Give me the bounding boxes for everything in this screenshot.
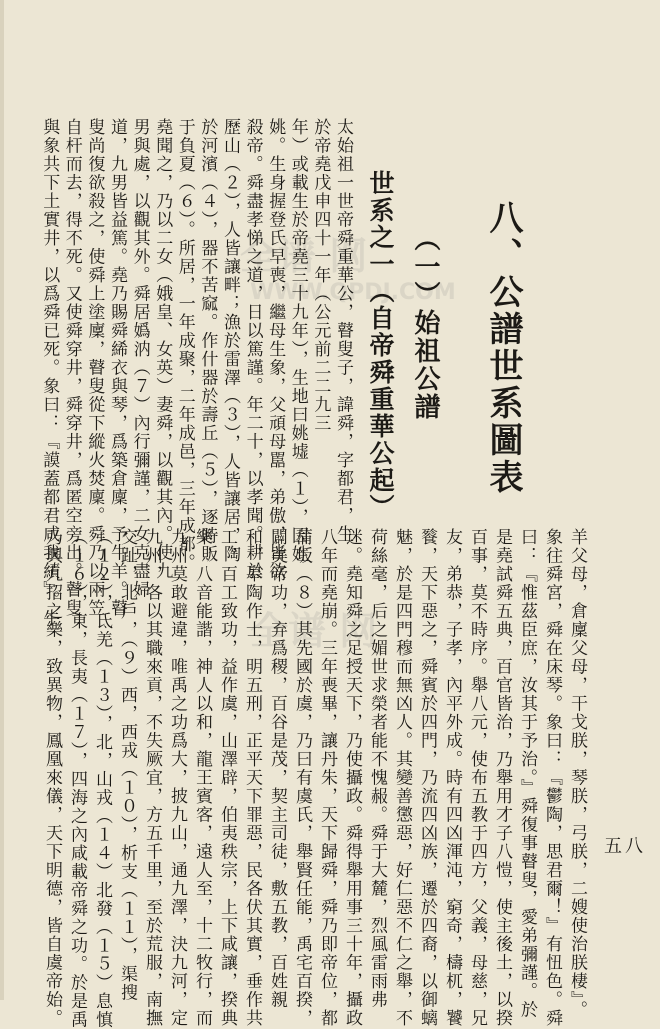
left-column: 羊父母，倉廩父母，干戈朕，琴朕，弓朕，二嫂使治朕棲』。 <box>567 528 587 1019</box>
right-column: 道，九男皆益篤。堯乃賜舜絺衣與琴，爲築倉廩，予牛羊。瞽 <box>107 118 127 618</box>
left-column: 樂，八音能諧，神人以和，龍王賓客，遠人至，十二牧行，而 <box>192 528 212 1028</box>
right-column: 姚。生身握登氏早喪，繼母生象，父頑母嚚，弟傲，皆欲 <box>265 118 286 581</box>
left-column: 乃興九招之樂，致異物，鳳凰來儀，天下明德，皆自虞帝始。 <box>42 528 62 1028</box>
left-column: 交趾，北戶，（９）西，西戎（１０），析支（１１），渠搜 <box>117 528 137 1002</box>
left-column: 餮，天下惡之，舜賓於四門，乃流四凶族，遷於四裔，以御螭 <box>417 528 437 1028</box>
right-column: 太始祖一世帝舜重華公，瞽叟子，諱舜，字都君，生 <box>333 118 353 544</box>
left-column: 百事，莫不時序。舉八元，使布五教于四方，父義，母慈，兄 <box>467 528 487 1028</box>
left-column: 工，百工致功，益作虞，山澤辟，伯夷秩宗，上下咸讓，揆典 <box>217 528 237 1028</box>
left-column: 迷。堯知舜之足授天下，乃使攝政。舜得舉用事三十年，攝政 <box>342 528 362 1028</box>
left-column: （１２），氐羌（１３），北，山戎（１４）北發（１５）息慎 <box>92 528 112 1029</box>
left-column: （１６），東，長夷（１７），四海之內咸載帝舜之功。於是禹 <box>67 528 87 1029</box>
left-column: 象往舜宮，舜在床琴。象曰：『鬱陶，思君爾！』有忸色。舜 <box>542 528 562 1028</box>
right-column: 叟尚復欲殺之，使舜上塗廩，瞽叟從下縱火焚廩。舜乃以兩笠 <box>84 118 105 618</box>
page-fold-shadow <box>0 0 4 1000</box>
left-column: 友，弟恭，子孝，內平外成。時有四凶渾沌，窮奇，檮杌，饕 <box>442 528 462 1028</box>
watermark: 全谱 网 <box>240 234 368 278</box>
right-column: 自杆而去，得不死。又使舜穿井，舜穿井，爲匿空旁出。瞽叟 <box>61 118 82 618</box>
page-number: 五八 <box>604 836 646 857</box>
section-title: 世系之一（自帝舜重華公起） <box>366 170 395 521</box>
left-column: 蒲坂（８）其先國於虞，乃曰有虞氏，舉賢任能，禹宅百揆， <box>292 528 312 1028</box>
left-column: 和，皋陶作士，明五刑，正平天下罪惡，民各伏其實，垂作共 <box>242 528 262 1028</box>
right-column: 與象共下土實井，以爲舜已死。象曰：『謨蓋都君咸我績』。牛 <box>39 118 60 628</box>
left-column: 闢美帝功，弃爲稷，百谷是茂，契主司徒，敷五教，百姓親 <box>267 528 287 1009</box>
watermark: 全谱 网 <box>250 609 378 653</box>
right-column: 殺帝。舜盡孝悌之道，日以篤謹。年二十，以孝聞。耕於 <box>242 118 263 581</box>
right-column: 於河濱（４），器不苦窳。作什器於壽丘（５），逐時販 <box>197 118 218 564</box>
left-column: 九州莫敢避違，唯禹之功爲大，披九山，通九澤，決九河，定 <box>167 528 187 1028</box>
left-column: 九州，各以其職來貢，不失厥宜，方五千里，至於荒服，南撫 <box>142 528 162 1028</box>
left-column: 荷絲毫，后之媚世求榮者能不愧赧。舜于大麓，烈風雷雨弗 <box>367 528 387 1009</box>
right-column: 男與處，以觀其外。舜居嬀汭（７）內行彌謹，二女克盡婦 <box>129 118 150 599</box>
watermark-url: WWW.QPDJ.COM <box>250 280 456 305</box>
left-column: 八年而堯崩。三年喪畢，讓丹朱，天下歸舜，舜乃即帝位，都 <box>317 528 337 1028</box>
page-heading: 八、公譜世系圖表 <box>483 200 523 496</box>
subsection-title: （一）始祖公譜 <box>410 225 440 421</box>
right-column: 於帝堯戊申四十一年（公元前二二九三 <box>310 118 331 433</box>
right-column: 堯聞之，乃以二女（娥皇、女英）妻舜，以觀其內。使九 <box>152 118 173 581</box>
left-column: 魅，於是四門穆而無凶人。其變善懲惡，好仁惡不仁之舉，不 <box>392 528 412 1028</box>
right-column: 于負夏（６）。所居，一年成聚，二年成邑，三年成都。 <box>174 118 195 572</box>
left-column: 是堯試舜五典，百官皆治，乃舉用才子八愷，使主後土，以揆 <box>492 528 512 1028</box>
left-column: 曰：『惟茲臣庶，汝其于予治。』舜復事瞽叟，愛弟彌謹。於 <box>517 528 537 1019</box>
right-column: 年）或載生於帝堯三十九年），生地曰姚墟（１），因姓 <box>287 118 308 564</box>
right-column: 歷山（２），人皆讓畔；漁於雷澤（３），人皆讓居，陶 <box>220 118 240 564</box>
